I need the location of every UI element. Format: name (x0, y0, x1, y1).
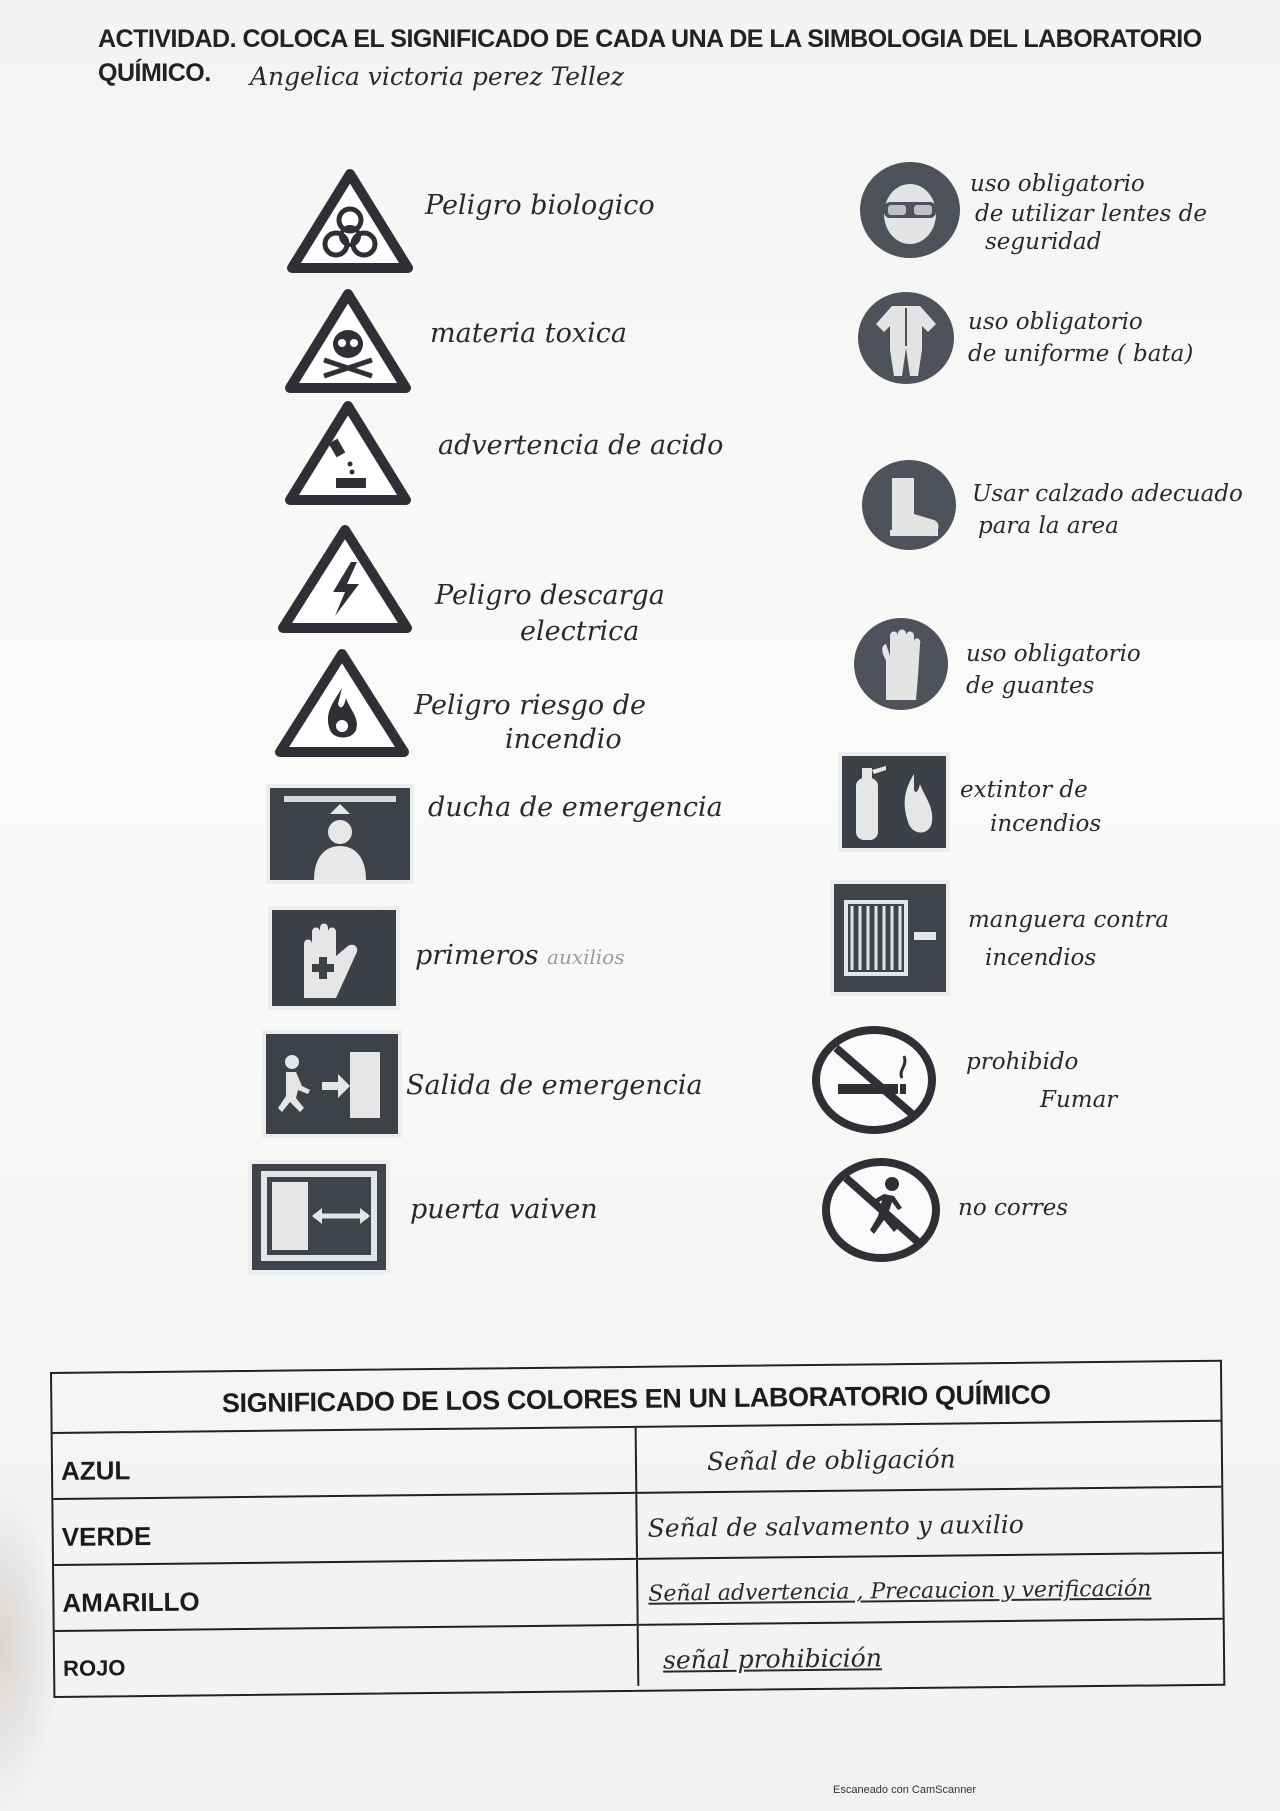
colors-table-title: SIGNIFICADO DE LOS COLORES EN UN LABORATORIO QUÍMICO (52, 1362, 1221, 1434)
title-line-1: ACTIVIDAD. COLOCA EL SIGNIFICADO DE CADA UNA DE LA SIMBOLOGIA DEL LABORATORIO (98, 25, 1202, 53)
label-extinguisher-line1: extintor de (960, 777, 1088, 803)
electric-shock-icon (277, 524, 413, 636)
label-extinguisher-line2: incendios (990, 811, 1102, 837)
table-row (54, 1554, 1223, 1632)
color-name-cell: ROJO (55, 1626, 640, 1692)
label-biohazard: Peligro biologico (425, 190, 655, 221)
fire-extinguisher-icon (838, 752, 950, 852)
emergency-exit-icon (262, 1030, 402, 1138)
title-line-2: QUÍMICO. (98, 59, 211, 87)
label-gloves-line1: uso obligatorio (966, 641, 1141, 667)
color-meaning-cell: Señal de salvamento y auxilio (647, 1509, 1025, 1543)
skull-crossbones-icon (284, 288, 412, 396)
scanner-watermark: Escaneado con CamScanner (833, 1784, 977, 1796)
no-running-icon (822, 1158, 940, 1262)
label-goggles-line1: uso obligatorio (970, 171, 1145, 197)
label-first-aid-main: primeros (415, 940, 539, 971)
label-gloves-line2: de guantes (966, 673, 1095, 699)
label-goggles-line2: de utilizar lentes de (975, 201, 1207, 227)
color-meaning-cell: señal prohibición (662, 1643, 883, 1675)
label-goggles-line3: seguridad (985, 229, 1102, 255)
label-no-smoking-line2: Fumar (1040, 1087, 1118, 1113)
safety-boots-icon (860, 458, 958, 552)
table-row (53, 1488, 1222, 1566)
label-toxic: materia toxica (430, 318, 627, 349)
label-coat-line2: de uniforme ( bata) (968, 341, 1194, 367)
label-flammable-line2: incendio (505, 724, 622, 755)
label-hose-line1: manguera contra (968, 907, 1169, 933)
table-row (55, 1620, 1224, 1692)
color-meaning-cell: Señal advertencia , Precaucion y verificación (648, 1576, 1152, 1607)
label-electric-line2: electrica (520, 616, 640, 647)
student-name: Angelica victoria perez Tellez (250, 62, 624, 91)
label-corrosive: advertencia de acido (438, 430, 724, 461)
first-aid-icon (268, 906, 400, 1010)
gloves-icon (852, 616, 950, 712)
label-boots-line2: para la area (978, 513, 1119, 539)
biohazard-icon (286, 168, 414, 276)
color-name-cell: AZUL (53, 1428, 638, 1498)
flammable-icon (274, 648, 410, 760)
label-emergency-exit: Salida de emergencia (406, 1070, 703, 1101)
label-no-smoking-line1: prohibido (966, 1049, 1079, 1075)
lab-coat-icon (856, 290, 956, 386)
colors-table (50, 1360, 1225, 1698)
label-first-aid-faded: auxilios (547, 945, 625, 969)
label-emergency-shower: ducha de emergencia (428, 792, 723, 823)
corrosive-icon (284, 400, 412, 508)
no-smoking-icon (812, 1026, 936, 1134)
label-coat-line1: uso obligatorio (968, 309, 1143, 335)
label-boots-line1: Usar calzado adecuado (972, 481, 1243, 507)
label-no-running: no corres (958, 1195, 1069, 1221)
label-first-aid (415, 940, 625, 973)
swing-door-icon (248, 1160, 390, 1274)
table-row (53, 1422, 1222, 1500)
label-swing-door: puerta vaiven (410, 1194, 598, 1225)
color-meaning-cell: Señal de obligación (706, 1444, 956, 1477)
color-name-cell: AMARILLO (54, 1560, 639, 1630)
safety-goggles-icon (858, 160, 962, 260)
emergency-shower-icon (266, 784, 414, 884)
label-flammable-line1: Peligro riesgo de (414, 690, 646, 721)
fire-hose-icon (830, 880, 950, 996)
color-name-cell: VERDE (53, 1494, 638, 1564)
label-hose-line2: incendios (985, 945, 1097, 971)
label-electric-line1: Peligro descarga (435, 580, 665, 611)
